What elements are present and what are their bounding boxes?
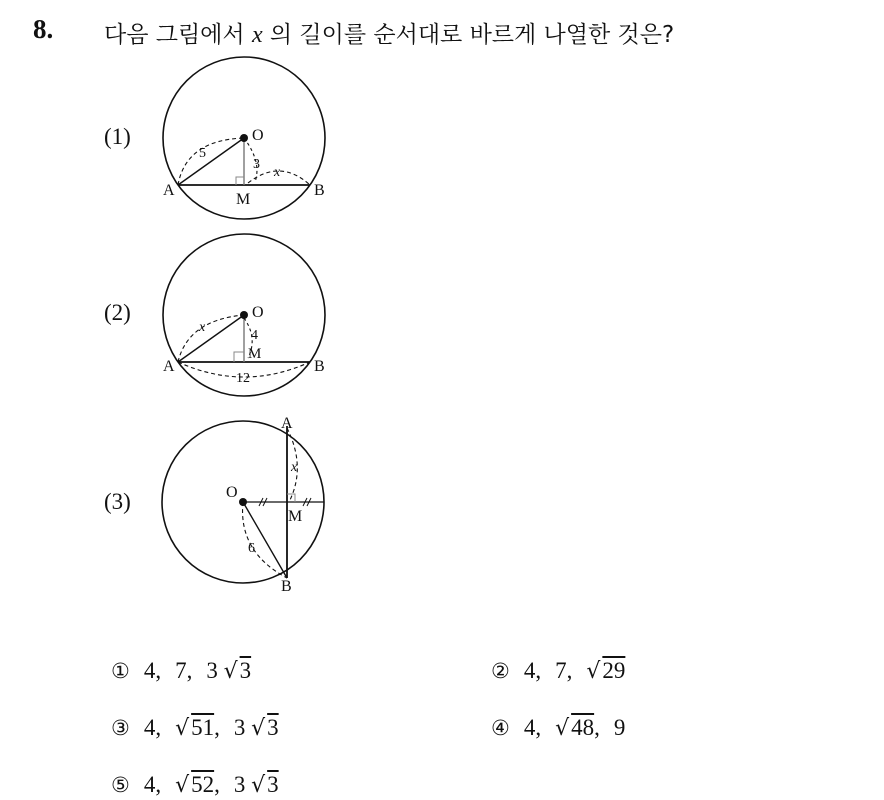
choice-2-item-3 [586,658,625,683]
choice-3-item-2 [175,715,220,740]
figure-3-label-M: M [288,508,303,525]
figure-1-label-M: M [236,191,251,208]
figure-3-radius-line [243,502,287,578]
choice-3-coef: 3 [233,715,246,740]
choice-5-radicand-2: 3 [267,772,279,797]
choice-4-marker: ④ [491,716,510,740]
choice-3[interactable] [111,715,279,741]
sqrt-symbol: √ [175,773,190,798]
choice-4-item-2 [555,715,600,740]
choice-1-radicand: 3 [239,658,252,683]
choice-5-marker: ⑤ [111,773,130,797]
question-text-before: 다음 그림에서 [104,22,252,48]
choice-5-item-1: 4, [143,772,162,797]
figure-2 [163,234,325,396]
figure-3-center-dot [239,498,247,506]
choice-2-item-1: 4, [523,658,542,683]
choice-5-item-2 [175,772,220,797]
choice-1-coef: 3 [206,658,218,683]
figure-2-length-12: 12 [236,371,250,386]
figure-1-center-dot [240,134,248,142]
figure-2-length-4: 4 [251,328,258,343]
figure-1-label-A: A [163,182,175,199]
choice-2-marker: ② [491,659,510,683]
figure-2-length-x: x [199,320,206,335]
figure-1-length-3: 3 [253,157,260,172]
figure-1-right-angle [236,177,244,185]
figure-3-length-6: 6 [248,541,255,556]
choice-3-radicand-2: 3 [267,715,279,740]
choice-4-item-1: 4, [523,715,542,740]
choice-1-item-3 [206,658,251,683]
choice-2-radicand: 29 [602,658,626,683]
choice-2[interactable] [491,658,625,684]
figure-2-label-O: O [252,304,264,321]
figure-3 [162,415,324,595]
figure-1 [163,57,325,219]
choice-4-comma: , [594,715,600,740]
choice-3-comma: , [214,715,220,740]
choice-3-radicand-1: 51 [191,715,215,740]
choice-2-item-2: 7, [555,658,573,683]
figure-2-label-A: A [163,358,175,375]
choice-5-radicand-1: 52 [191,772,215,797]
question-text-after: 의 길이를 순서대로 바르게 나열한 것은? [262,22,675,48]
figure-1-label-O: O [252,127,264,144]
sqrt-symbol: √ [586,659,601,684]
figure-3-length-x: x [291,460,298,475]
figure-1-label: (1) [104,124,131,149]
choice-5-comma: , [214,772,220,797]
figure-2-right-angle [234,352,244,362]
sqrt-symbol: √ [251,716,266,741]
question-number: 8. [33,14,54,44]
choice-5-item-3 [234,772,279,797]
sqrt-symbol: √ [175,716,190,741]
choice-3-item-1: 4, [143,715,162,740]
figure-1-length-x: x [274,165,281,180]
choice-1[interactable] [111,658,251,684]
choice-5[interactable] [111,772,279,798]
choice-5-coef: 3 [233,772,246,797]
choice-4-radicand: 48 [571,715,595,740]
figure-2-center-dot [240,311,248,319]
figure-2-label: (2) [104,300,131,325]
choice-4-item-3: 9 [613,715,626,740]
question-variable: x [251,22,263,48]
figure-2-label-M: M [248,346,262,362]
sqrt-symbol: √ [555,716,570,741]
figure-2-label-B: B [314,358,325,375]
figure-1-length-5: 5 [199,146,206,161]
figure-3-label-O: O [226,484,238,501]
figure-3-label-A: A [281,415,293,432]
choice-3-marker: ③ [111,716,130,740]
choice-1-item-1: 4, [143,658,162,683]
figure-1-radius-line [178,138,244,185]
choice-1-marker: ① [111,659,130,683]
figure-1-label-B: B [314,182,325,199]
choice-3-item-3 [234,715,279,740]
choice-1-item-2: 7, [175,658,193,683]
sqrt-symbol: √ [223,659,238,684]
choice-4[interactable] [491,715,625,741]
figure-3-label-B: B [281,578,292,595]
figure-3-label: (3) [104,489,131,514]
sqrt-symbol: √ [251,773,266,798]
